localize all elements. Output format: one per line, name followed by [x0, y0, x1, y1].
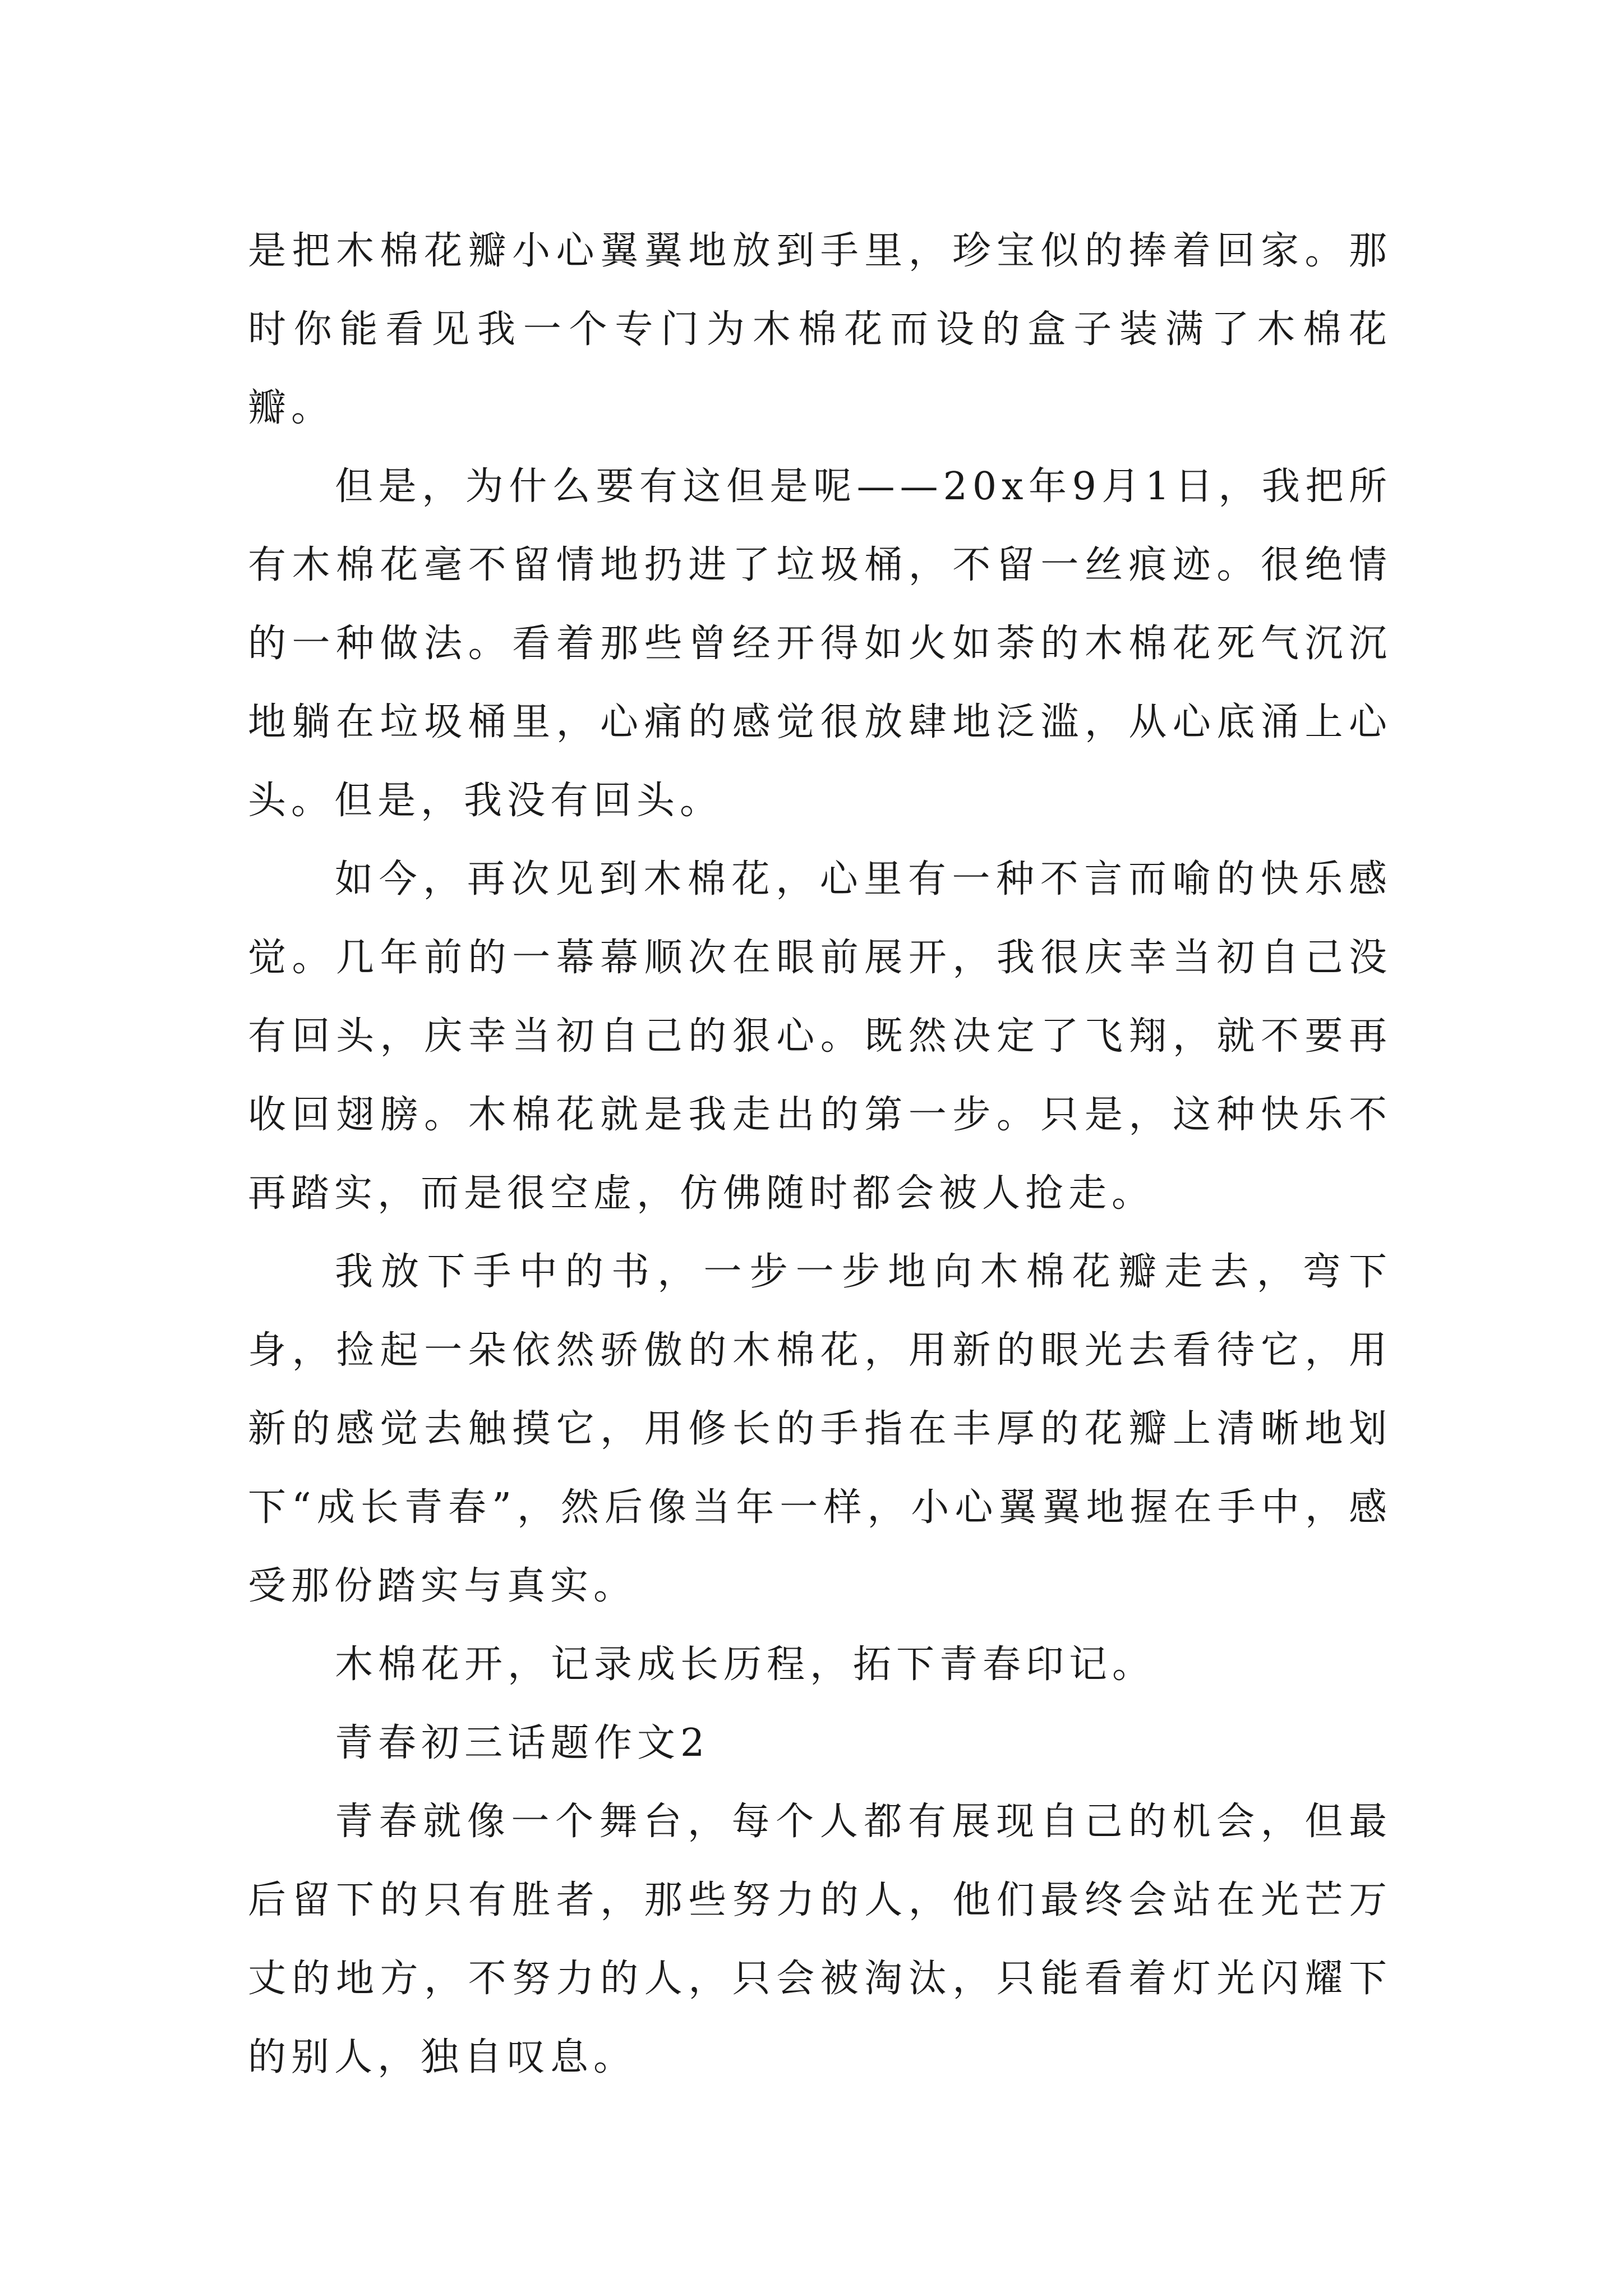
paragraph-2: 但是，为什么要有这但是呢——20x年9月1日，我把所有木棉花毫不留情地扔进了垃圾桶，不留一丝痕迹。很绝情的一种做法。看着那些曾经开得如火如荼的木棉花死气沉沉地躺在垃圾桶里，心痛的感觉很放肆地泛滥，从心底涌上心头。但是，我没有回头。: [248, 464, 1392, 823]
section-title: 青春初三话题作文2: [335, 1721, 710, 1765]
paragraph-5: 木棉花开，记录成长历程，拓下青春印记。: [335, 1642, 1156, 1687]
paragraph-1: 是把木棉花瓣小心翼翼地放到手里，珍宝似的捧着回家。那时你能看见我一个专门为木棉花而设的盒子装满了木棉花瓣。: [248, 229, 1392, 430]
paragraph-4: 我放下手中的书，一步一步地向木棉花瓣走去，弯下身，捡起一朵依然骄傲的木棉花，用新的眼光去看待它，用新的感觉去触摸它，用修长的手指在丰厚的花瓣上清晰地划下“成长青春”，然后像当年一样，小心翼翼地握在手中，感受那份踏实与真实。: [248, 1250, 1392, 1608]
section-paragraph-1: 青春就像一个舞台，每个人都有展现自己的机会，但最后留下的只有胜者，那些努力的人，他们最终会站在光芒万丈的地方，不努力的人，只会被淘汰，只能看着灯光闪耀下的别人，独自叹息。: [248, 1800, 1392, 2079]
document-body: [248, 212, 1392, 2097]
paragraph-3: 如今，再次见到木棉花，心里有一种不言而喻的快乐感觉。几年前的一幕幕顺次在眼前展开，我很庆幸当初自己没有回头，庆幸当初自己的狠心。既然决定了飞翔，就不要再收回翅膀。木棉花就是我走出的第一步。只是，这种快乐不再踏实，而是很空虚，仿佛随时都会被人抢走。: [248, 857, 1392, 1216]
